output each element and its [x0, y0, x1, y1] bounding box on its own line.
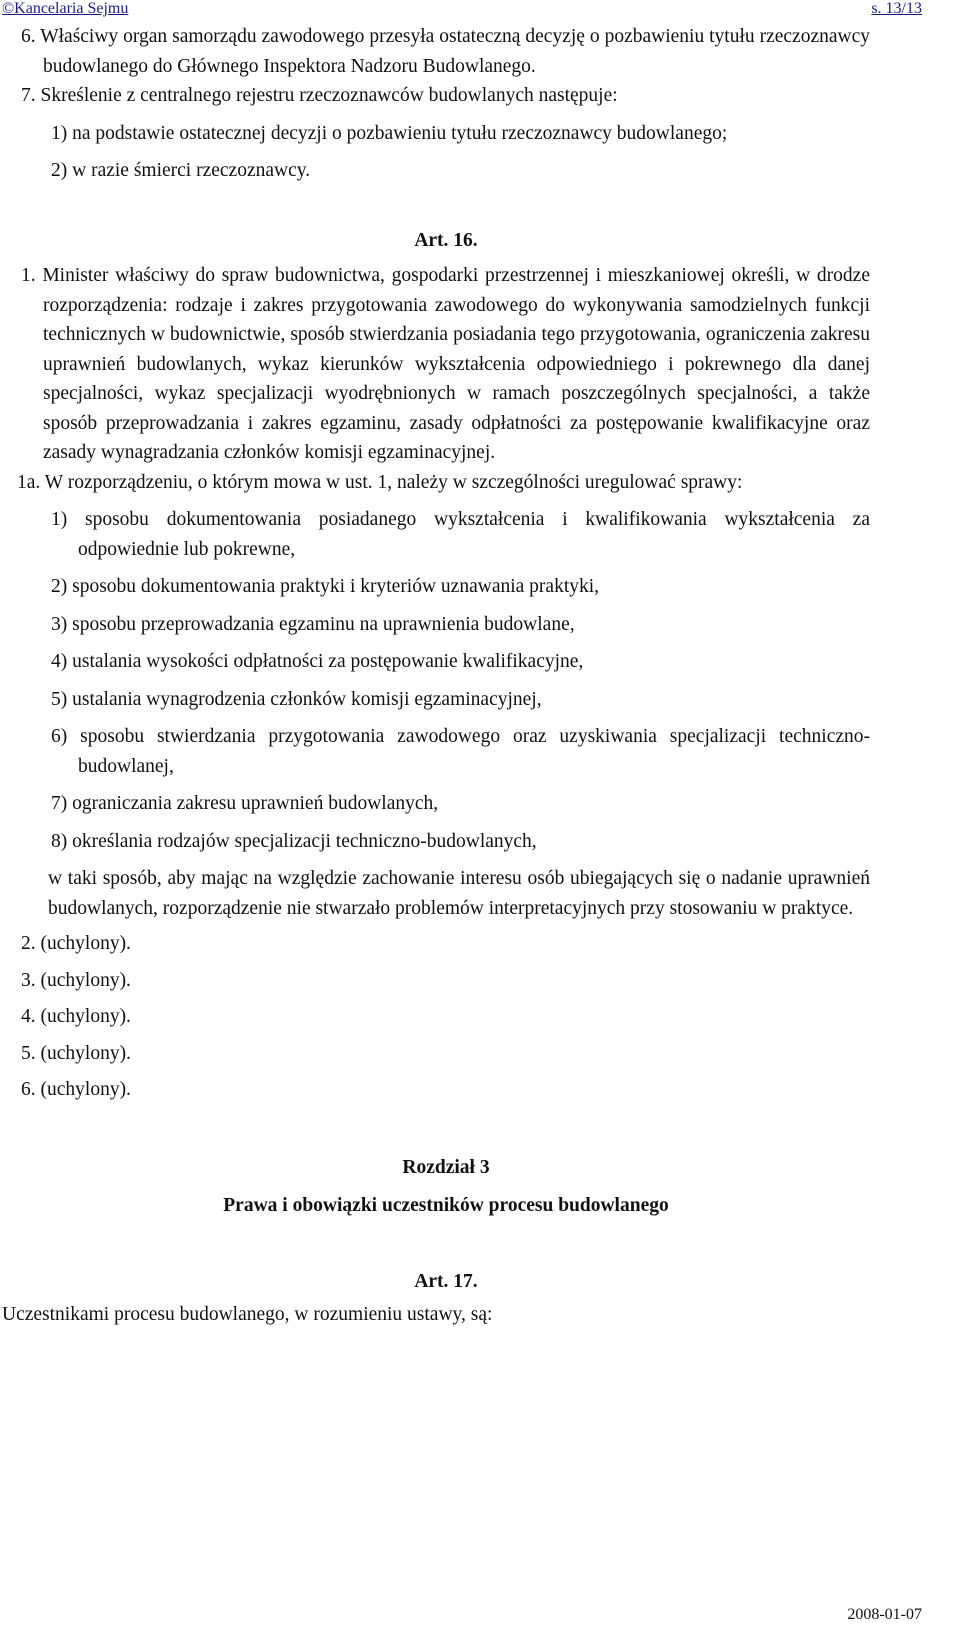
source-link[interactable]: ©Kancelaria Sejmu [2, 0, 129, 17]
repealed-paragraph: 5. (uchylony). [21, 1042, 131, 1064]
list-item: 1) na podstawie ostatecznej decyzji o pozbawieniu tytułu rzeczoznawcy budowlanego; [51, 122, 728, 144]
list-item: 5) ustalania wynagrodzenia członków komisji egzaminacyjnej, [51, 688, 542, 710]
art17-intro: Uczestnikami procesu budowlanego, w rozumieniu ustawy, są: [2, 1304, 493, 1325]
art16-paragraph-1: 1. Minister właściwy do spraw budownictwa, gospodarki przestrzennej i mieszkaniowej określi, w drodze rozporządzenia: rodzaje i zakres przygotowania zawodowego do wykonywania samodzielnych funkcji technicznych w budownictwie, sposób stwierdzania posiadania tego przygotowania, ograniczenia zakresu uprawnień budowlanych, wykaz kierunków wykształcenia odpowiedniego i pokrewnego dla danej specjalności, wykaz specjalizacji wyodrębnionych w ramach poszczególnych specjalności, a także sposób przeprowadzania i zakres egzaminu, zasady odpłatności za postępowanie kwalifikacyjne oraz zasady wynagradzania członków komisji egzaminacyjnej. [21, 265, 870, 463]
list-item: 2) w razie śmierci rzeczoznawcy. [51, 160, 311, 181]
article-17-title: Art. 17. [414, 1270, 478, 1292]
list-item: 1) sposobu dokumentowania posiadanego wykształcenia i kwalifikowania wykształcenia za odpowiednie lub pokrewne, [51, 509, 870, 560]
list-item: 4) ustalania wysokości odpłatności za postępowanie kwalifikacyjne, [51, 651, 584, 672]
list-item: 3) sposobu przeprowadzania egzaminu na uprawnienia budowlane, [51, 613, 575, 635]
article-16-title: Art. 16. [414, 229, 478, 251]
footer-date: 2008-01-07 [847, 1606, 922, 1623]
list-item: 7) ograniczania zakresu uprawnień budowlanych, [51, 793, 439, 814]
header-page-number[interactable]: s. 13/13 [871, 0, 922, 17]
list-item: 8) określania rodzajów specjalizacji techniczno-budowlanych, [51, 830, 537, 852]
chapter-number: Rozdział 3 [402, 1156, 490, 1178]
header-source [2, 0, 128, 18]
list-item: 2) sposobu dokumentowania praktyki i kryteriów uznawania praktyki, [51, 576, 600, 597]
art16-paragraph-1a: 1a. W rozporządzeniu, o którym mowa w ust. 1, należy w szczególności uregulować sprawy: [17, 471, 743, 493]
list-item: 6) sposobu stwierdzania przygotowania zawodowego oraz uzyskiwania specjalizacji techniczno-budowlanej, [51, 726, 870, 777]
repealed-paragraph: 6. (uchylony). [21, 1079, 131, 1100]
repealed-paragraph: 2. (uchylony). [21, 933, 131, 954]
art15-paragraph-7: 7. Skreślenie z centralnego rejestru rzeczoznawców budowlanych następuje: [21, 85, 618, 106]
repealed-paragraph: 4. (uchylony). [21, 1006, 131, 1027]
repealed-paragraph: 3. (uchylony). [21, 969, 131, 991]
art16-paragraph-1a-closing: w taki sposób, aby mając na względzie zachowanie interesu osób ubiegających się o nadanie uprawnień budowlanych, rozporządzenie nie stwarzało problemów interpretacyjnych przy stosowaniu w praktyce. [48, 868, 870, 919]
chapter-title: Prawa i obowiązki uczestników procesu budowlanego [223, 1195, 669, 1216]
document-body [0, 22, 870, 1330]
art15-paragraph-6: 6. Właściwy organ samorządu zawodowego przesyła ostateczną decyzję o pozbawieniu tytułu rzeczoznawcy budowlanego do Głównego Inspektora Nadzoru Budowlanego. [21, 26, 870, 77]
